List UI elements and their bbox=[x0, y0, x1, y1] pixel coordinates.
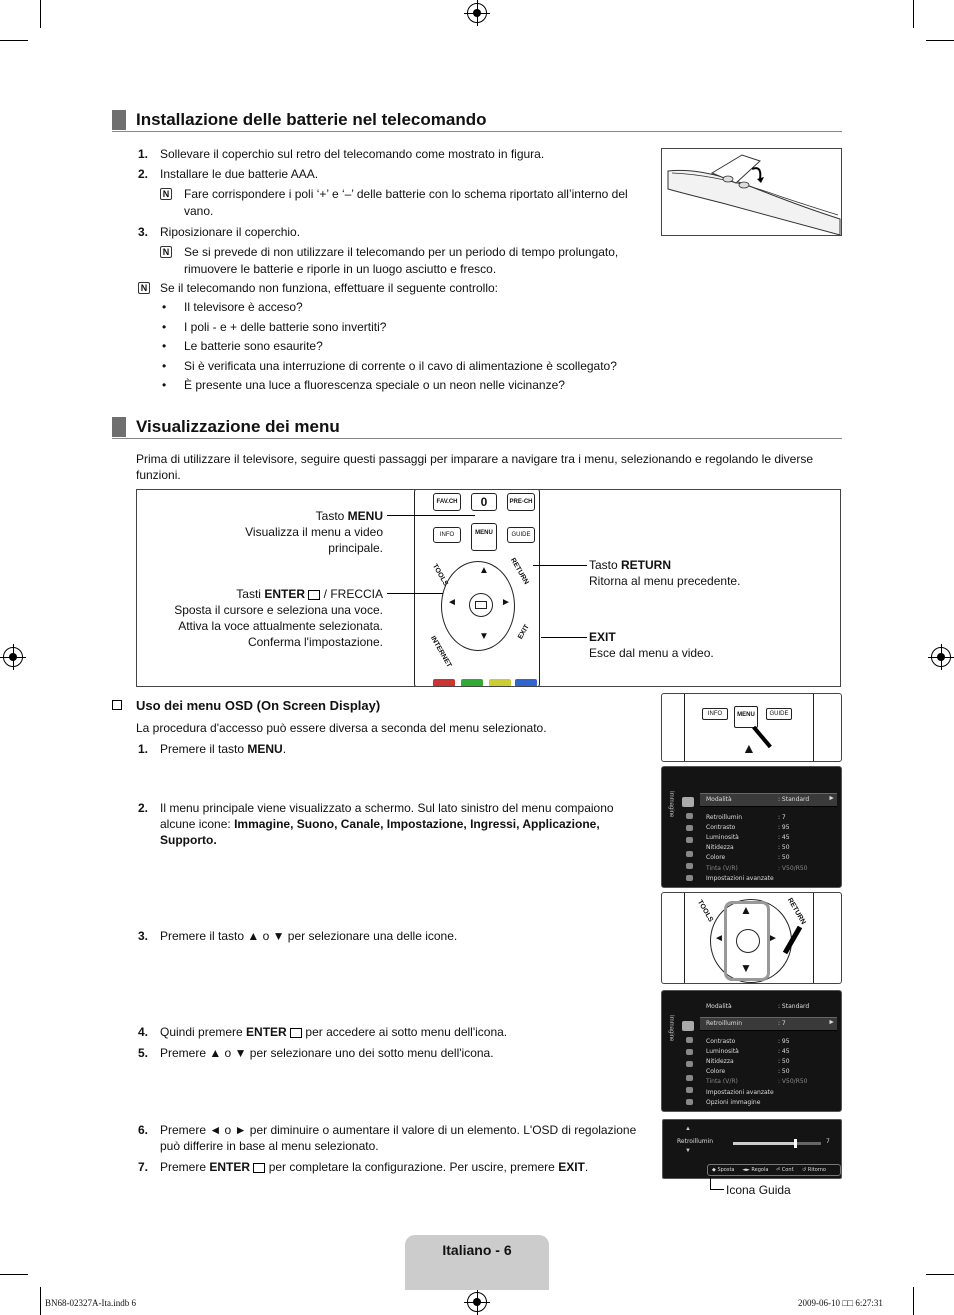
enter-button[interactable] bbox=[736, 929, 760, 953]
step-text: Il menu principale viene visualizzato a schermo. Sul lato sinistro del menu compaiono bbox=[160, 801, 614, 815]
section-title-text: Visualizzazione dei menu bbox=[136, 417, 340, 436]
slider-knob[interactable] bbox=[794, 1139, 797, 1148]
slider-fill bbox=[733, 1142, 795, 1145]
crop-mark bbox=[0, 1274, 28, 1275]
down-arrow-icon[interactable]: ▼ bbox=[740, 961, 752, 975]
osd-row-value: : 50 bbox=[778, 1058, 790, 1065]
guide-confirm: Conf. bbox=[781, 1167, 795, 1173]
callout-line bbox=[541, 637, 587, 638]
up-arrow-icon: ▲ bbox=[742, 740, 756, 756]
callout-line bbox=[710, 1189, 724, 1190]
note-icon: N bbox=[160, 188, 172, 200]
title-bar bbox=[112, 417, 126, 437]
section-title-menu bbox=[112, 417, 842, 439]
callout-menu: Tasto MENU Visualizza il menu a video principale. bbox=[245, 509, 383, 555]
info-button[interactable]: INFO bbox=[702, 708, 728, 720]
enter-icon bbox=[475, 601, 487, 609]
menu-button[interactable]: MENU bbox=[471, 523, 497, 551]
osd-row-value: : 7 bbox=[778, 814, 786, 821]
right-arrow-icon: ► bbox=[828, 795, 835, 802]
picture-icon bbox=[682, 797, 694, 807]
slider-track[interactable] bbox=[733, 1142, 821, 1145]
step-text: Premere ▲ o ▼ per selezionare uno dei sotto menu dell'icona. bbox=[160, 1046, 494, 1060]
guide-adjust: Regola bbox=[751, 1167, 769, 1173]
title-bar bbox=[112, 110, 126, 130]
left-arrow-icon[interactable]: ◄ bbox=[447, 597, 457, 608]
note-icon: N bbox=[138, 282, 150, 294]
osd-heading: Uso dei menu OSD (On Screen Display) bbox=[136, 698, 381, 713]
osd-adjust-bar bbox=[662, 1119, 842, 1179]
callout-line bbox=[387, 515, 475, 516]
crop-mark bbox=[926, 1274, 954, 1275]
note-text: Se si prevede di non utilizzare il telecomando per un periodo di tempo prolungato, bbox=[184, 245, 619, 259]
note-text: Se il telecomando non funziona, effettuare il seguente controllo: bbox=[160, 281, 499, 295]
bullet: • bbox=[162, 339, 167, 353]
registration-mark-icon bbox=[467, 1292, 487, 1312]
return-button[interactable]: RETURN bbox=[785, 897, 807, 926]
enter-icon: ⏎ bbox=[776, 1167, 781, 1173]
osd-row-label[interactable]: Contrasto bbox=[706, 824, 736, 831]
step-text: Riposizionare il coperchio. bbox=[160, 225, 301, 239]
guide-move: Sposta bbox=[717, 1167, 735, 1173]
setup-icon bbox=[686, 837, 693, 843]
green-button[interactable] bbox=[461, 679, 483, 687]
exit-button[interactable]: EXIT bbox=[517, 623, 531, 641]
osd-row-label[interactable]: Luminosità bbox=[706, 834, 739, 841]
crop-mark bbox=[913, 1287, 914, 1315]
step-text: Premere il tasto MENU. bbox=[160, 742, 287, 756]
remote-diagram bbox=[136, 489, 841, 687]
adjust-label: Retroillumin bbox=[677, 1138, 714, 1145]
guide-back: Ritorno bbox=[807, 1167, 826, 1173]
input-icon bbox=[686, 1075, 693, 1081]
checkbox-icon bbox=[112, 700, 122, 710]
battery-cover-illustration bbox=[661, 148, 842, 236]
input-icon bbox=[686, 851, 693, 857]
print-date: 2009-06-10 □□ 6:27:31 bbox=[798, 1298, 883, 1308]
check-item: I poli - e + delle batterie sono invertiti? bbox=[184, 320, 387, 334]
step-number: 5. bbox=[138, 1046, 149, 1060]
callout-line bbox=[710, 1176, 711, 1190]
support-icon bbox=[686, 875, 693, 881]
bullet: • bbox=[162, 359, 167, 373]
registration-mark-icon bbox=[3, 647, 23, 667]
step-text: Premere ENTER per completare la configurazione. Per uscire, premere EXIT. bbox=[160, 1160, 589, 1174]
osd-row-value: : 95 bbox=[778, 824, 790, 831]
fav-ch-button[interactable]: FAV.CH bbox=[433, 493, 461, 511]
left-arrow-icon[interactable]: ◄ bbox=[714, 933, 724, 944]
bullet: • bbox=[162, 300, 167, 314]
check-item: Si è verificata una interruzione di corrente o il cavo di alimentazione è scollegato? bbox=[184, 359, 617, 373]
callout-line bbox=[387, 593, 443, 594]
section-title-text: Installazione delle batterie nel telecomando bbox=[136, 110, 487, 129]
osd-main-menu bbox=[661, 766, 842, 888]
osd-row-label[interactable]: Tinta (V/R) bbox=[706, 865, 738, 872]
osd-row-value: : 7 bbox=[778, 1020, 786, 1027]
step-text: alcune icone: Immagine, Suono, Canale, Impostazione, Ingressi, Applicazione, bbox=[160, 817, 600, 831]
enter-icon bbox=[290, 1028, 302, 1038]
osd-row-value: : V50/R50 bbox=[778, 865, 808, 872]
file-name: BN68-02327A-Ita.indb 6 bbox=[45, 1298, 136, 1308]
registration-mark-icon bbox=[467, 3, 487, 23]
channel-icon bbox=[686, 1049, 693, 1055]
osd-row-label[interactable]: Impostazioni avanzate bbox=[706, 1089, 774, 1096]
note-text: vano. bbox=[184, 204, 214, 218]
osd-row-label[interactable]: Colore bbox=[706, 1068, 726, 1075]
blue-button[interactable] bbox=[515, 679, 537, 687]
step-text: Supporto. bbox=[160, 833, 217, 847]
tools-button[interactable]: TOOLS bbox=[695, 899, 714, 924]
osd-row-label[interactable]: Retroillumin bbox=[706, 1020, 743, 1027]
step-number: 4. bbox=[138, 1025, 149, 1039]
application-icon bbox=[686, 1087, 693, 1093]
remote-dpad-closeup bbox=[661, 892, 842, 984]
bullet: • bbox=[162, 320, 167, 334]
note-text: rimuovere le batterie e riporle in un luogo asciutto e fresco. bbox=[184, 262, 497, 276]
bullet: • bbox=[162, 378, 167, 392]
pre-ch-button[interactable]: PRE-CH bbox=[507, 493, 535, 511]
guide-button[interactable]: GUIDE bbox=[507, 527, 535, 543]
osd-row-label[interactable]: Modalità bbox=[706, 1003, 732, 1010]
osd-row-value: : 95 bbox=[778, 1038, 790, 1045]
setup-icon bbox=[686, 1061, 693, 1067]
return-icon: ↺ bbox=[802, 1167, 807, 1173]
note-icon: N bbox=[160, 246, 172, 258]
down-arrow-icon: ▼ bbox=[685, 1148, 691, 1154]
up-arrow-icon[interactable]: ▲ bbox=[740, 903, 752, 917]
up-arrow-icon: ▲ bbox=[685, 1126, 691, 1132]
step-text: Installare le due batterie AAA. bbox=[160, 167, 319, 181]
move-icon: ◆ bbox=[712, 1167, 716, 1173]
step-text: Premere ◄ o ► per diminuire o aumentare il valore di un elemento. L'OSD di regolazione bbox=[160, 1123, 637, 1137]
osd-row-value: : Standard bbox=[778, 796, 810, 803]
note-text: Fare corrispondere i poli ‘+’ e ‘–’ delle batterie con lo schema riportato all’interno del bbox=[184, 187, 628, 201]
enter-icon bbox=[253, 1163, 265, 1173]
red-button[interactable] bbox=[433, 679, 455, 687]
application-icon bbox=[686, 863, 693, 869]
callout-line bbox=[533, 565, 587, 566]
osd-category: Immagine bbox=[668, 1015, 674, 1042]
osd-row-value: : 50 bbox=[778, 854, 790, 861]
osd-row-label[interactable]: Nitidezza bbox=[706, 844, 734, 851]
step-text: Quindi premere ENTER per accedere ai sotto menu dell'icona. bbox=[160, 1025, 508, 1039]
crop-mark bbox=[926, 40, 954, 41]
osd-row-value: : 45 bbox=[778, 834, 790, 841]
osd-row-label[interactable]: Impostazioni avanzate bbox=[706, 875, 774, 882]
guide-bar bbox=[707, 1164, 841, 1176]
osd-row-value: : V50/R50 bbox=[778, 1078, 808, 1085]
step-number: 6. bbox=[138, 1123, 149, 1137]
check-item: Le batterie sono esaurite? bbox=[184, 339, 323, 353]
sound-icon bbox=[686, 813, 693, 819]
step-number: 7. bbox=[138, 1160, 149, 1174]
osd-row-label[interactable]: Modalità bbox=[706, 796, 732, 803]
crop-mark bbox=[40, 1287, 41, 1315]
info-button[interactable]: INFO bbox=[433, 527, 461, 543]
page-number: Italiano - 6 bbox=[442, 1242, 512, 1258]
page-tab bbox=[405, 1235, 549, 1290]
crop-mark bbox=[0, 40, 28, 41]
section-title-batteries bbox=[112, 110, 842, 132]
up-arrow-icon[interactable]: ▲ bbox=[479, 565, 489, 576]
osd-row-label[interactable]: Luminosità bbox=[706, 1048, 739, 1055]
adjust-value: 7 bbox=[826, 1138, 830, 1145]
right-arrow-icon[interactable]: ► bbox=[501, 597, 511, 608]
tools-button[interactable]: TOOLS bbox=[430, 563, 449, 588]
callout-exit: EXIT Esce dal menu a video. bbox=[589, 630, 714, 660]
osd-category: Immagine bbox=[668, 791, 674, 818]
osd-row-label[interactable]: Colore bbox=[706, 854, 726, 861]
guide-button[interactable]: GUIDE bbox=[766, 708, 792, 720]
down-arrow-icon[interactable]: ▼ bbox=[479, 631, 489, 642]
step-number: 1. bbox=[138, 147, 149, 161]
internet-button[interactable]: INTERNET bbox=[428, 635, 453, 669]
registration-mark-icon bbox=[931, 647, 951, 667]
zero-button[interactable]: 0 bbox=[471, 493, 497, 511]
callout-return: Tasto RETURN Ritorna al menu precedente. bbox=[589, 558, 741, 588]
adjust-icon: ◄► bbox=[742, 1167, 750, 1173]
osd-row-label[interactable]: Nitidezza bbox=[706, 1058, 734, 1065]
step-number: 3. bbox=[138, 929, 149, 943]
step-text: Sollevare il coperchio sul retro del telecomando come mostrato in figura. bbox=[160, 147, 545, 161]
osd-row-value: : 45 bbox=[778, 1048, 790, 1055]
channel-icon bbox=[686, 825, 693, 831]
step-number: 2. bbox=[138, 167, 149, 181]
osd-row-value: : 50 bbox=[778, 844, 790, 851]
picture-icon bbox=[682, 1021, 694, 1031]
callout-enter: Tasti ENTER / FRECCIA Sposta il cursore e seleziona una voce. Attiva la voce attualmente selezionata. Conferma l'impostazione. bbox=[174, 587, 383, 649]
crop-mark bbox=[40, 0, 41, 28]
osd-row-label[interactable]: Opzioni immagine bbox=[706, 1099, 761, 1106]
osd-submenu bbox=[661, 990, 842, 1112]
enter-button[interactable] bbox=[469, 593, 493, 617]
osd-row-value: : Standard bbox=[778, 1003, 810, 1010]
check-item: Il televisore è acceso? bbox=[184, 300, 303, 314]
step-text: Premere il tasto ▲ o ▼ per selezionare una delle icone. bbox=[160, 929, 458, 943]
osd-row-label[interactable]: Contrasto bbox=[706, 1038, 736, 1045]
return-button[interactable]: RETURN bbox=[508, 557, 530, 586]
osd-row-value: : 50 bbox=[778, 1068, 790, 1075]
osd-row-label[interactable]: Retroillumin bbox=[706, 814, 743, 821]
right-arrow-icon[interactable]: ► bbox=[768, 933, 778, 944]
step-number: 1. bbox=[138, 742, 149, 756]
yellow-button[interactable] bbox=[489, 679, 511, 687]
step-number: 3. bbox=[138, 225, 149, 239]
intro-text: funzioni. bbox=[136, 468, 181, 482]
osd-subtext: La procedura d'accesso può essere diversa a seconda del menu selezionato. bbox=[136, 721, 547, 735]
support-icon bbox=[686, 1099, 693, 1105]
menu-button[interactable]: MENU bbox=[734, 706, 758, 728]
remote-body bbox=[414, 489, 540, 687]
guide-icon-label: Icona Guida bbox=[726, 1183, 791, 1197]
remote-menu-closeup bbox=[661, 693, 842, 762]
crop-mark bbox=[913, 0, 914, 28]
sound-icon bbox=[686, 1037, 693, 1043]
osd-row-label[interactable]: Tinta (V/R) bbox=[706, 1078, 738, 1085]
step-text: può differire in base al menu selezionato. bbox=[160, 1139, 379, 1153]
right-arrow-icon: ► bbox=[828, 1019, 835, 1026]
step-number: 2. bbox=[138, 801, 149, 815]
intro-text: Prima di utilizzare il televisore, seguire questi passaggi per imparare a navigare tra i menu, selezionando e regolando le diverse bbox=[136, 452, 814, 466]
check-item: È presente una luce a fluorescenza speciale o un neon nelle vicinanze? bbox=[184, 378, 565, 392]
enter-icon bbox=[308, 590, 320, 600]
